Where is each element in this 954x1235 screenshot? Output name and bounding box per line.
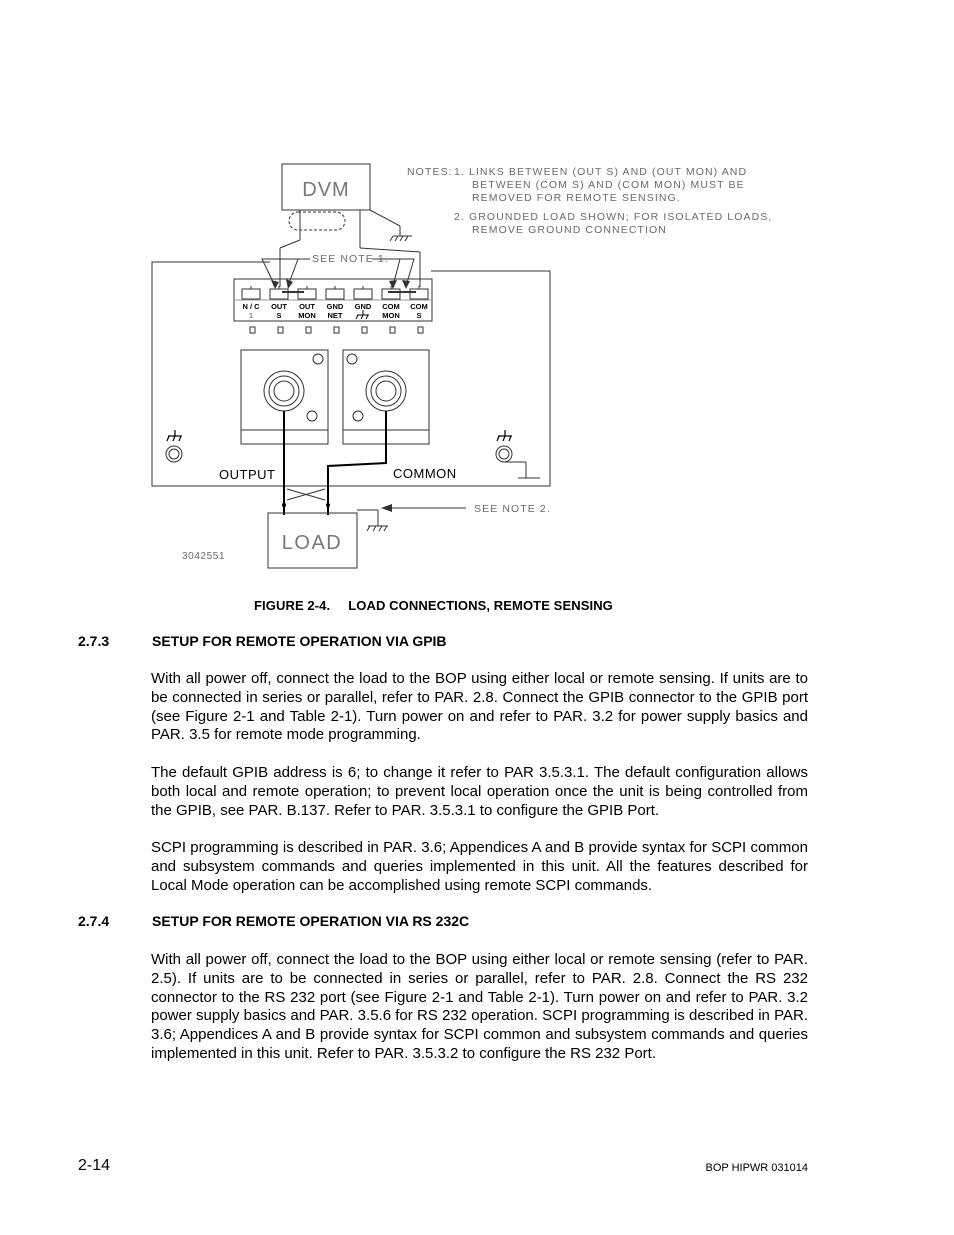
terminal-5-top: GND xyxy=(354,302,372,311)
figure-caption xyxy=(254,598,613,613)
terminal-2-top: OUT xyxy=(271,302,287,311)
terminal-3-bottom: MON xyxy=(298,311,316,320)
common-label: COMMON xyxy=(393,466,457,481)
section-number: 2.7.4 xyxy=(78,913,110,929)
ground-symbol-left xyxy=(167,430,182,441)
note1-line2: BETWEEN (COM S) AND (COM MON) MUST BE xyxy=(472,179,745,191)
drawing-number: 3042551 xyxy=(182,551,226,562)
document-id: BOP HIPWR 031014 xyxy=(705,1162,808,1174)
terminal-6-bottom: MON xyxy=(382,311,400,320)
terminal-6-top: COM xyxy=(382,302,400,311)
rear-panel xyxy=(152,262,550,486)
load-connections-diagram xyxy=(0,0,954,600)
see-note1-label: SEE NOTE 1. xyxy=(312,253,389,265)
notes-label: NOTES: xyxy=(407,166,453,178)
terminal-4-bottom: NET xyxy=(327,311,343,320)
figure-caption-number: FIGURE 2-4. xyxy=(254,598,331,613)
terminal-7-bottom: S xyxy=(416,311,422,320)
page-number: 2-14 xyxy=(78,1157,111,1174)
note1-line3: REMOVED FOR REMOTE SENSING. xyxy=(472,192,681,204)
output-label: OUTPUT xyxy=(219,467,276,482)
section-title: SETUP FOR REMOTE OPERATION VIA GPIB xyxy=(152,633,447,649)
section-heading-2-7-4 xyxy=(78,913,469,929)
section-number: 2.7.3 xyxy=(78,633,110,649)
paragraph-gpib-3: SCPI programming is described in PAR. 3.6; Appendices A and B provide syntax for SCPI common and subsystem commands and queries implemented in this unit. All the features described for Local Mode operation can be accomplished using remote SCPI commands. xyxy=(151,839,808,894)
paragraph-rs232-1: With all power off, connect the load to the BOP using either local or remote sensing (refer to PAR. 2.5). If units are to be connected in series or parallel, refer to PAR. 2.8. Connect the RS 232 connector to the RS 232 port (see Figure 2-1 and Table 2-1). Turn power on and refer to PAR. 3.2 power supply basics and PAR. 3.5.6 for RS 232 operation. SCPI programming is described in PAR. 3.6; Appendices A and B provide syntax for SCPI common and subsystem commands and queries implemented in this unit. Refer to PAR. 3.5.3.2 to configure the RS 232 Port. xyxy=(151,951,808,1062)
section-heading-2-7-3 xyxy=(78,633,447,649)
note2-line1: 2. GROUNDED LOAD SHOWN; FOR ISOLATED LOADS, xyxy=(454,211,773,223)
terminal-1-bottom: 1 xyxy=(248,311,254,320)
chassis-ground-icon xyxy=(356,310,369,319)
dvm-label: DVM xyxy=(302,179,350,201)
figure-caption-title: LOAD CONNECTIONS, REMOTE SENSING xyxy=(348,598,613,613)
section-title: SETUP FOR REMOTE OPERATION VIA RS 232C xyxy=(152,913,470,929)
note1-line1: 1. LINKS BETWEEN (OUT S) AND (OUT MON) AND xyxy=(454,166,748,178)
terminal-3-top: OUT xyxy=(299,302,315,311)
note2-line2: REMOVE GROUND CONNECTION xyxy=(472,224,667,236)
terminal-2-bottom: S xyxy=(276,311,282,320)
paragraph-gpib-2: The default GPIB address is 6; to change it refer to PAR 3.5.3.1. The default configuration allows both local and remote operation; to prevent local operation once the unit is being controlled from the GPIB, see PAR. B.137. Refer to PAR. 3.5.3.1 to configure the GPIB Port. xyxy=(151,764,808,819)
terminal-4-top: GND xyxy=(326,302,344,311)
terminal-1-top: N / C xyxy=(242,302,260,311)
dvm-meter xyxy=(282,164,370,210)
terminal-7-top: COM xyxy=(410,302,428,311)
load-label: LOAD xyxy=(281,532,343,554)
ground-symbol-right xyxy=(497,430,512,441)
load-box xyxy=(268,513,357,568)
paragraph-gpib-1: With all power off, connect the load to the BOP using either local or remote sensing. If units are to be connected in series or parallel, refer to PAR. 2.8. Connect the GPIB connector to the GPIB port (see Figure 2-1 and Table 2-1). Turn power on and refer to PAR. 3.2 for power supply basics and PAR. 3.5 for remote mode programming. xyxy=(151,670,808,744)
see-note2-label: SEE NOTE 2. xyxy=(474,503,551,515)
